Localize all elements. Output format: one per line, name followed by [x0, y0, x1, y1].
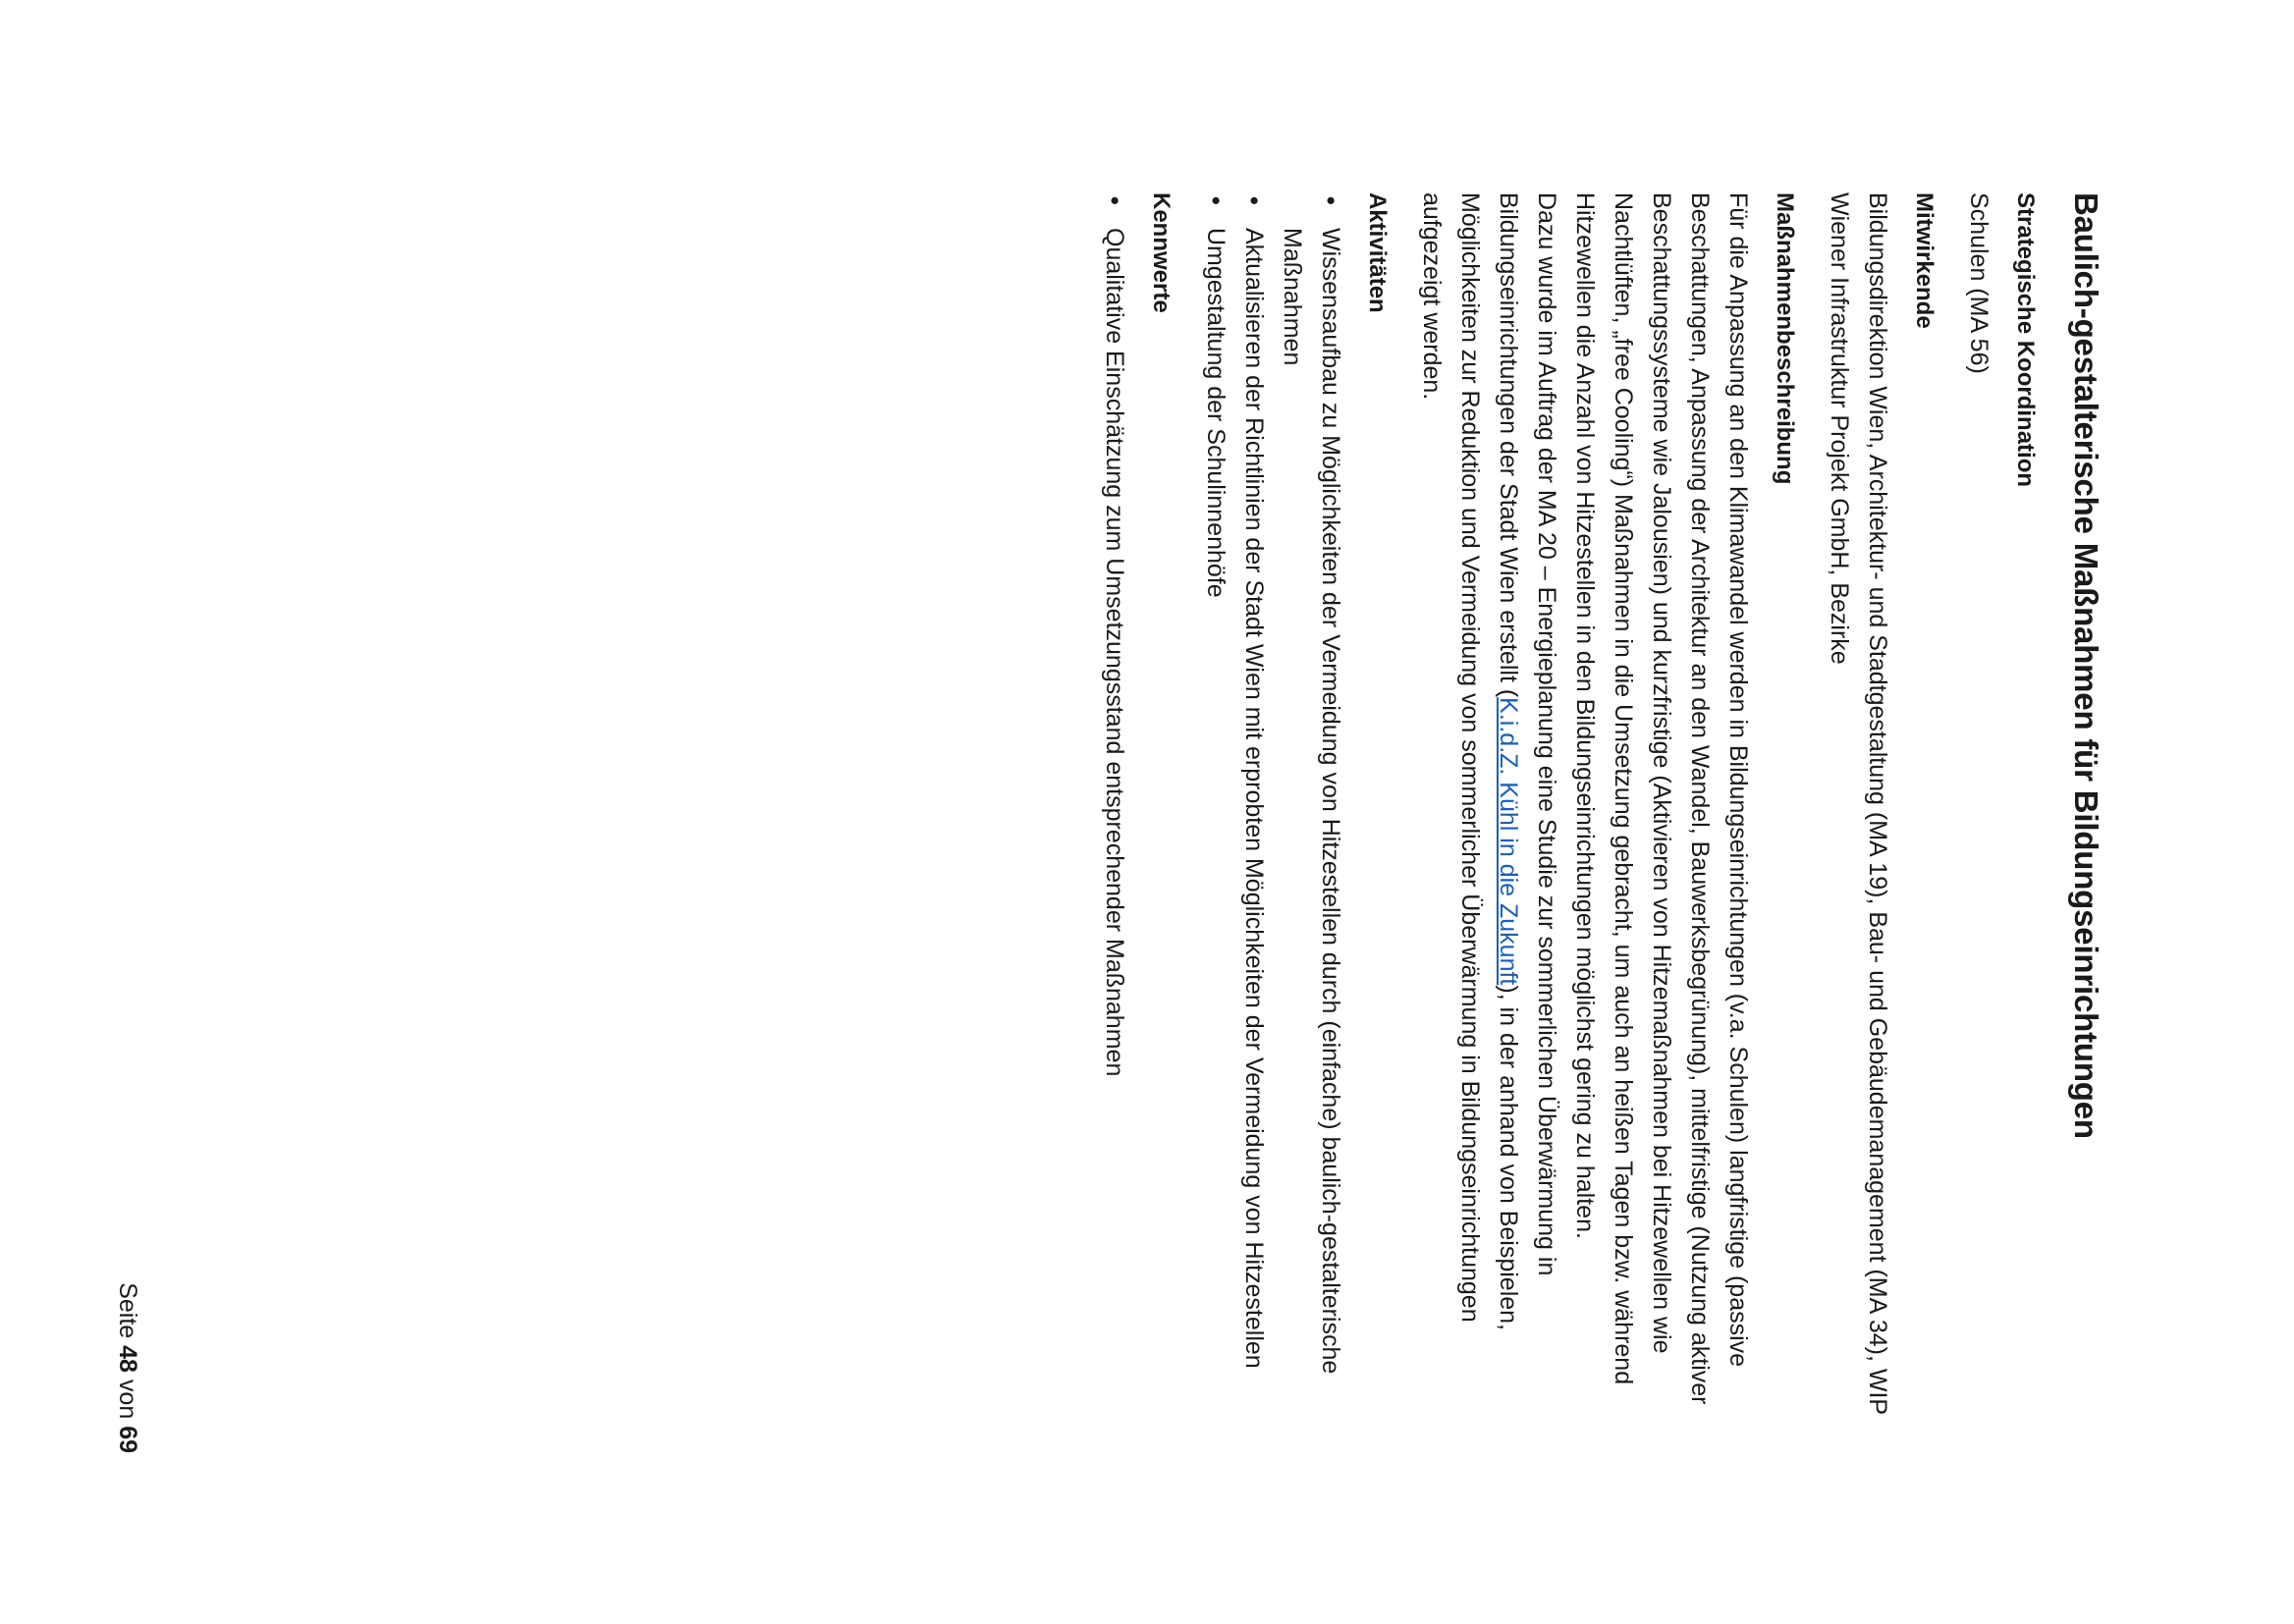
page-title: Baulich-gestalterische Maßnahmen für Bildungseinrichtungen — [2068, 192, 2104, 1139]
list-item — [1095, 192, 1133, 1420]
section-heading: Mitwirkende — [1911, 192, 1938, 329]
paragraph-text: Dazu wurde im Auftrag der MA 20 – Energieplanung eine Studie zur sommerlichen Überwärmung in Bildungseinrichtungen der Stadt Wien erstellt ( — [1495, 192, 1560, 1276]
indicators-list — [1095, 192, 1133, 1420]
list-item — [1273, 192, 1349, 1420]
description-paragraph-1: Für die Anpassung an den Klimawandel werden in Bildungseinrichtungen (v.a. Schulen) langfristige (passive Beschattungen, Anpassung der Architektur an den Wandel, Bauwerksbegrünung), mittelfristige (Nutzung aktiver Beschattungssysteme wie Jalousien) und kurzfristige (Aktivieren von Hitzemaßnahmen bei Hitzewellen wie Nachtlüften, „free Cooling“) Maßnahmen in die Umsetzung gebracht, um auch an heißen Tagen bzw. während Hitzewellen die Anzahl von Hitzestellen in den Bildungseinrichtungen möglichst gering zu halten. — [1571, 192, 1752, 1405]
section-strategic-coordination — [1959, 192, 2041, 1420]
section-heading: Aktivitäten — [1364, 192, 1391, 313]
list-item — [1234, 192, 1273, 1420]
list-item — [1196, 192, 1234, 1420]
activities-list — [1196, 192, 1349, 1420]
section-text: Schulen (MA 56) — [1965, 192, 1993, 374]
section-indicators — [1095, 192, 1176, 1420]
footer-middle: von — [114, 1379, 141, 1420]
section-activities — [1196, 192, 1393, 1420]
section-measure-description — [1412, 192, 1800, 1420]
list-item-text: Umgestaltung der Schulinnenhöfe — [1202, 228, 1229, 598]
page-footer — [112, 1060, 143, 1453]
bullet-icon: • — [1240, 196, 1268, 205]
footer-page-number: 48 — [114, 1345, 141, 1373]
section-text: Bildungsdirektion Wien, Architektur- und Stadtgestaltung (MA 19), Bau- und Gebäudemanagement (MA 34), WIP Wiener Infrastruktur Projekt GmbH, Bezirke — [1826, 192, 1891, 1415]
bullet-icon: • — [1101, 196, 1128, 205]
list-item-text: Wissensaufbau zu Möglichkeiten der Vermeidung von Hitzestellen durch (einfache) baulich-gestalterische Maßnahmen — [1279, 228, 1344, 1375]
section-heading: Strategische Koordination — [2012, 192, 2039, 488]
study-link[interactable]: K.i.d.Z. Kühl in die Zukunft — [1495, 697, 1522, 986]
section-heading: Maßnahmenbeschreibung — [1772, 192, 1798, 485]
list-item-text: Aktualisieren der Richtlinien der Stadt Wien mit erprobten Möglichkeiten der Vermeidung von Hitzestellen — [1240, 228, 1268, 1369]
bullet-icon: • — [1317, 196, 1344, 205]
bullet-icon: • — [1202, 196, 1229, 205]
description-paragraph-2 — [1412, 192, 1565, 1420]
paragraph-text: ), in der anhand von Beispielen, Möglichkeiten zur Reduktion und Vermeidung von sommerlicher Überwärmung in Bildungseinrichtungen aufgezeigt werden. — [1418, 192, 1522, 1330]
footer-prefix: Seite — [114, 1282, 141, 1339]
section-heading: Kennwerte — [1148, 192, 1174, 313]
section-contributors — [1820, 192, 1939, 1420]
text-block — [1075, 192, 2107, 1420]
footer-total-pages: 69 — [114, 1426, 141, 1453]
list-item-text: Qualitative Einschätzung zum Umsetzungsstand entsprechender Maßnahmen — [1101, 228, 1128, 1077]
